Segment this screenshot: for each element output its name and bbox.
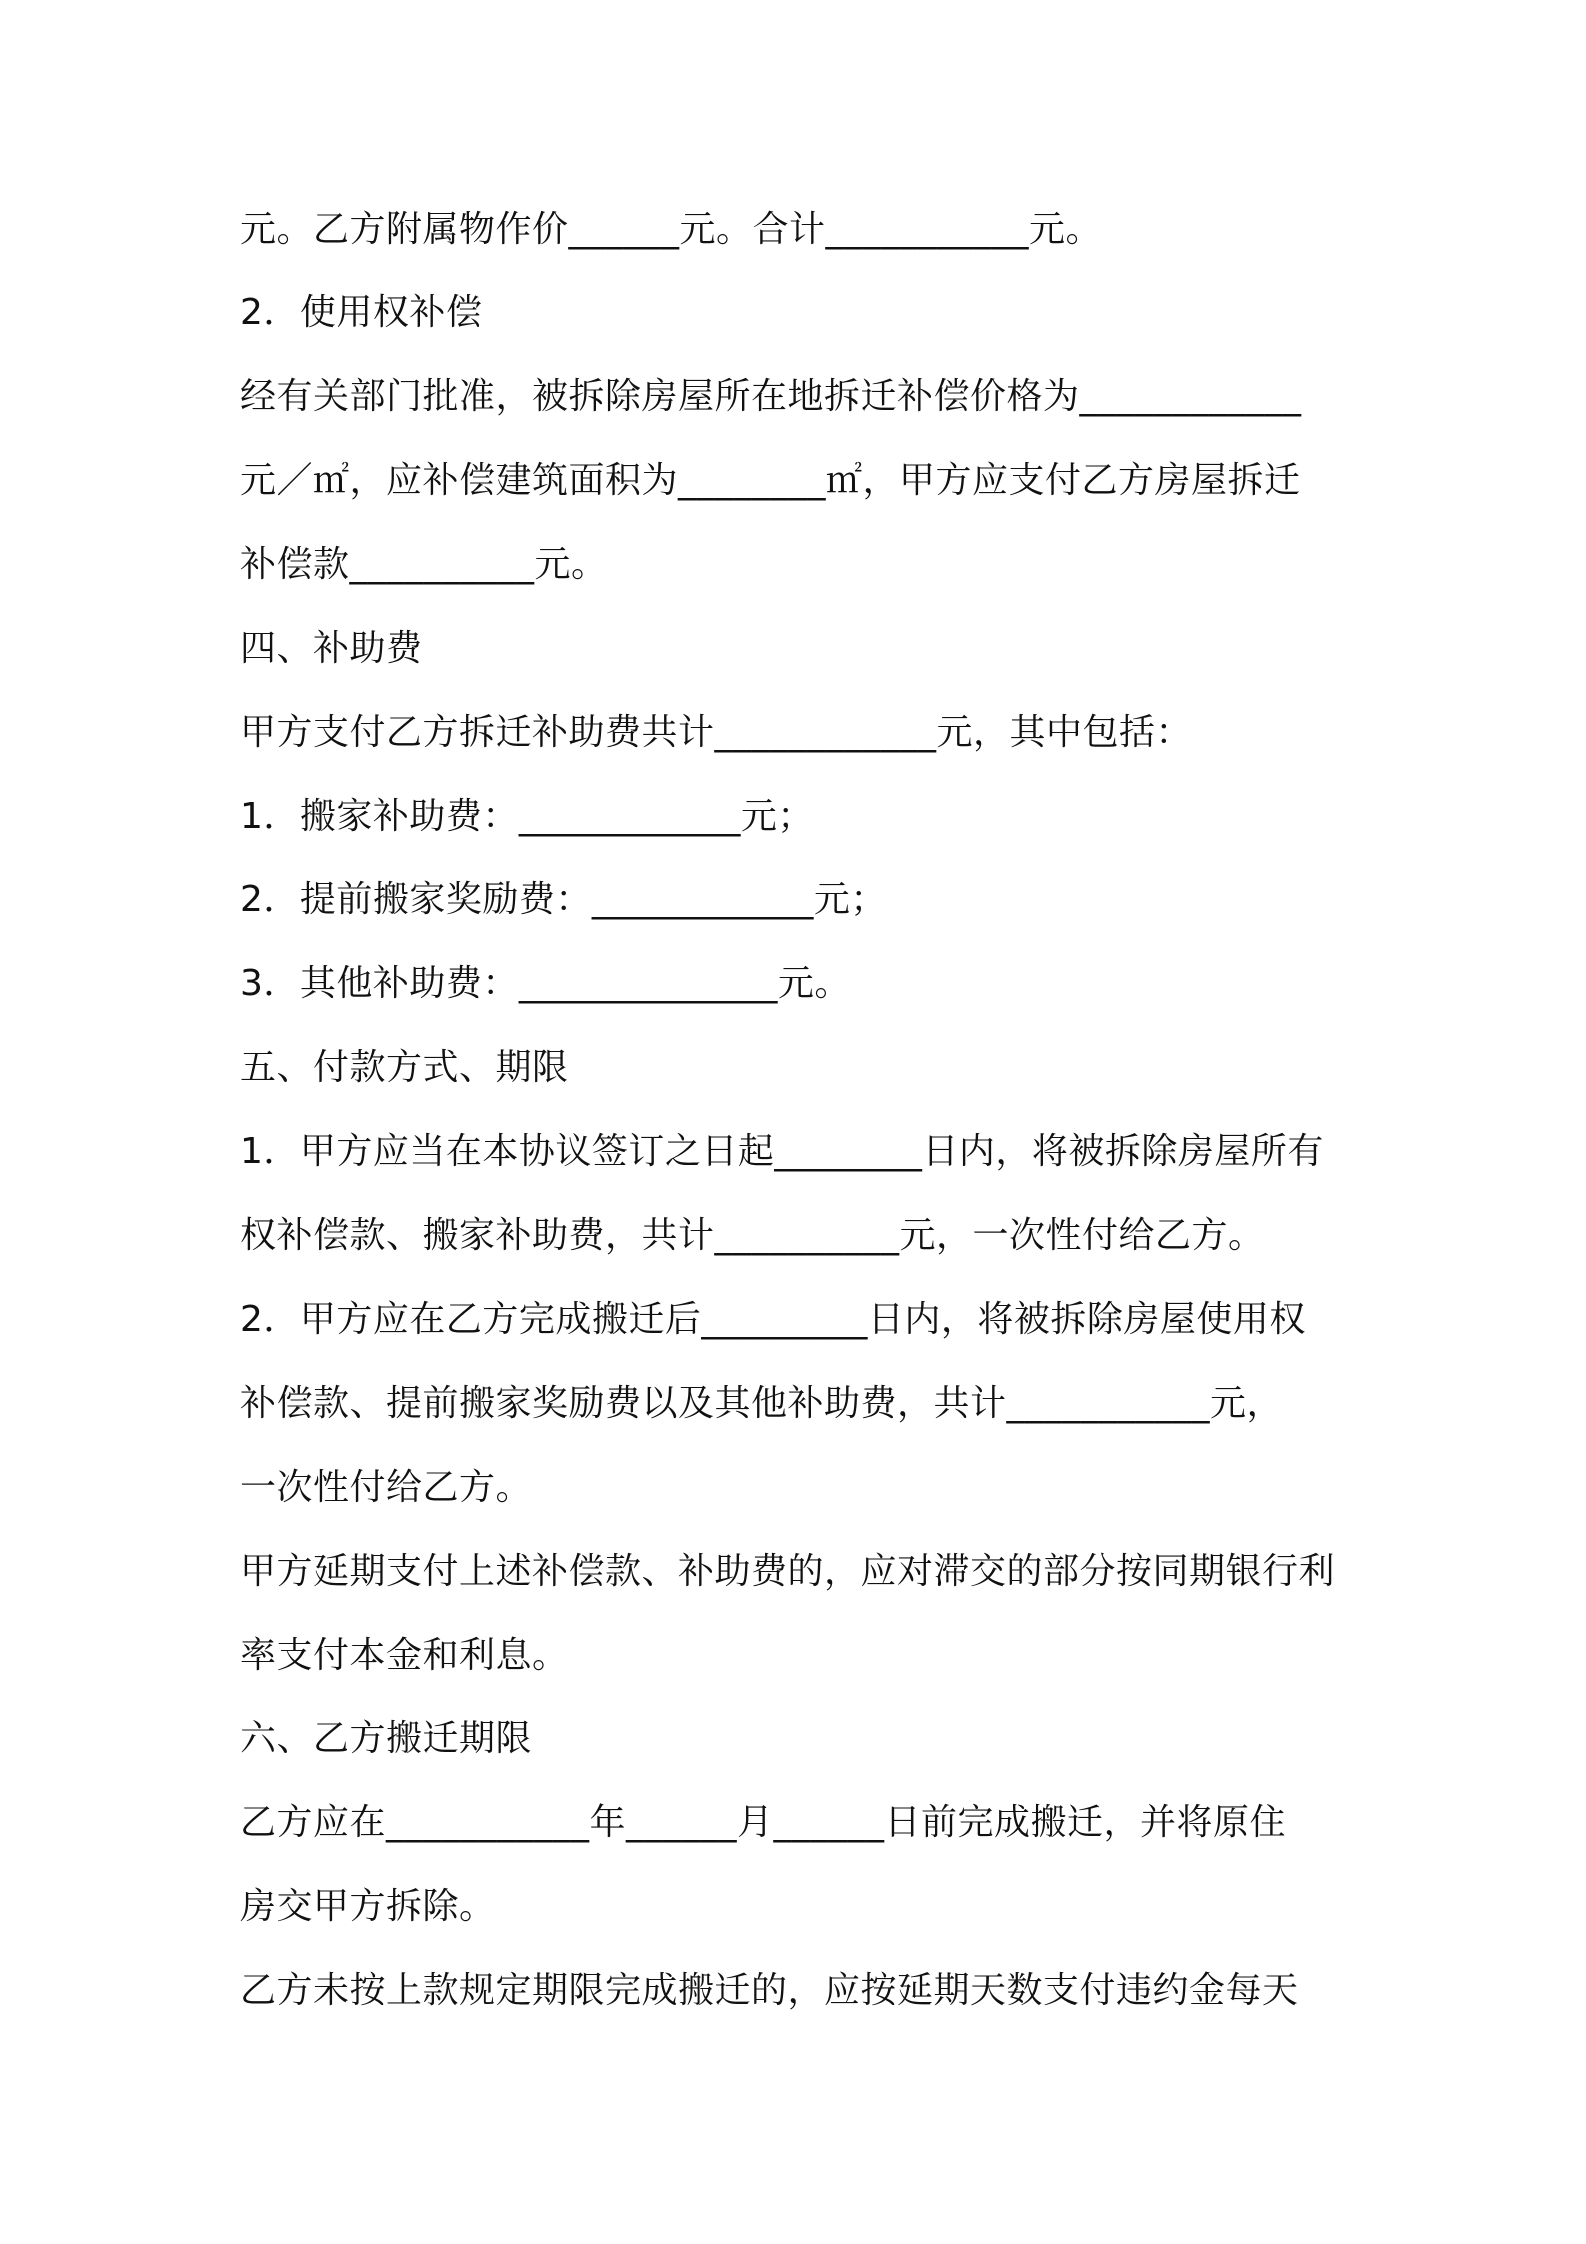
text-line: 经有关部门批准，被拆除房屋所在地拆迁补偿价格为____________ bbox=[240, 376, 1302, 417]
text-line: 元／㎡，应补偿建筑面积为________㎡，甲方应支付乙方房屋拆迁 bbox=[240, 460, 1301, 501]
text-line: 2．提前搬家奖励费：____________元； bbox=[240, 879, 887, 920]
text-line: 率支付本金和利息。 bbox=[240, 1635, 569, 1676]
text-line: 2．甲方应在乙方完成搬迁后_________日内，将被拆除房屋使用权 bbox=[240, 1299, 1306, 1340]
text-line: 乙方未按上款规定期限完成搬迁的，应按延期天数支付违约金每天 bbox=[240, 1970, 1299, 2011]
section-heading: 五、付款方式、期限 bbox=[240, 1047, 569, 1088]
text-line: 补偿款、提前搬家奖励费以及其他补助费，共计___________元， bbox=[240, 1383, 1284, 1424]
text-line: 乙方应在___________年______月______日前完成搬迁，并将原住 bbox=[240, 1802, 1287, 1843]
text-line: 1．搬家补助费：____________元； bbox=[240, 796, 814, 837]
section-heading: 六、乙方搬迁期限 bbox=[240, 1718, 533, 1759]
text-line: 权补偿款、搬家补助费，共计__________元，一次性付给乙方。 bbox=[240, 1215, 1265, 1256]
text-line: 甲方支付乙方拆迁补助费共计____________元，其中包括： bbox=[240, 712, 1193, 753]
text-line: 3．其他补助费：______________元。 bbox=[240, 963, 851, 1004]
text-line: 甲方延期支付上述补偿款、补助费的，应对滞交的部分按同期银行利 bbox=[240, 1551, 1336, 1592]
section-heading: 四、补助费 bbox=[240, 628, 423, 669]
text-line: 1．甲方应当在本协议签订之日起________日内，将被拆除房屋所有 bbox=[240, 1131, 1324, 1172]
text-line: 补偿款__________元。 bbox=[240, 544, 608, 585]
text-line: 一次性付给乙方。 bbox=[240, 1467, 533, 1508]
text-line: 房交甲方拆除。 bbox=[240, 1886, 496, 1927]
section-heading: 2．使用权补偿 bbox=[240, 292, 483, 333]
text-line: 元。乙方附属物作价______元。合计___________元。 bbox=[240, 209, 1103, 250]
